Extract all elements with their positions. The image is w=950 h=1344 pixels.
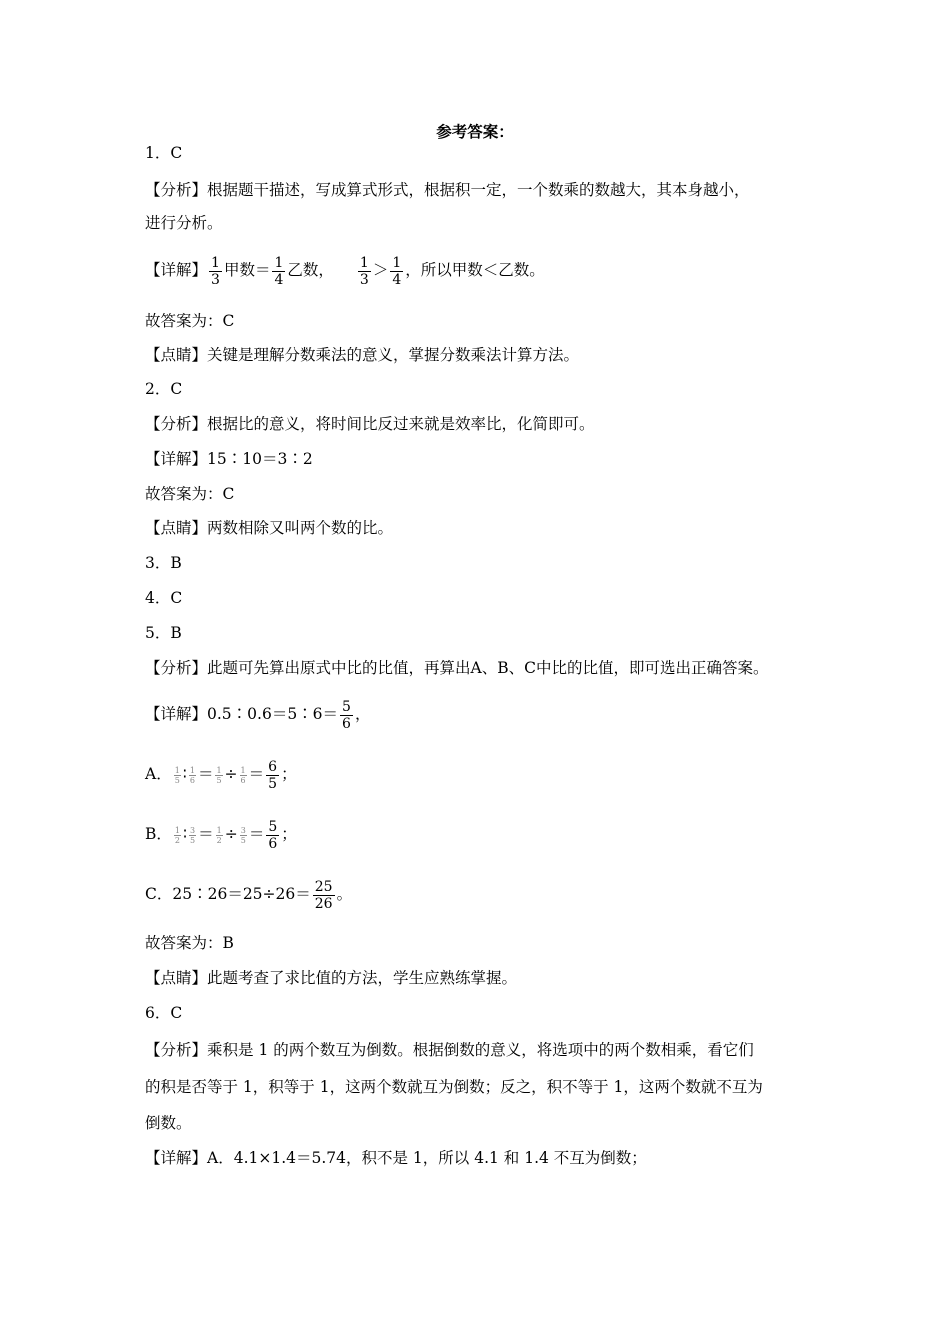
point-tag: 【点睛】 <box>145 519 208 537</box>
page-title: 参考答案： <box>436 122 514 141</box>
q4-head: 4．C <box>145 589 183 607</box>
q2-head: 2．C <box>145 380 183 398</box>
fraction: $\frac{6}{5}$ <box>268 758 278 792</box>
q5-answer: 故答案为：B <box>145 934 234 952</box>
fraction: $\frac{1}{5}$ <box>174 765 180 785</box>
q2-analysis: 【分析】根据比的意义，将时间比反过来就是效率比，化简即可。 <box>145 415 595 433</box>
analysis-text: 根据题干描述，写成算式形式，根据积一定，一个数乘的数越大，其本身越小， <box>207 181 750 199</box>
fraction: $\frac{5}{6}$ <box>342 698 351 732</box>
q6-analysis-line-3: 倒数。 <box>145 1114 192 1132</box>
q1-head: 1．C <box>145 144 183 162</box>
detail-tag: 【详解】 <box>145 705 208 723</box>
q5-detail: 【详解】0.5∶0.6＝5∶6＝ $\frac{5}{6}$ ， <box>145 698 371 732</box>
fraction: $\frac{1}{2}$ <box>174 825 180 845</box>
q6-analysis-line-1: 【分析】乘积是 1 的两个数互为倒数。根据倒数的意义，将选项中的两个数相乘，看它们 <box>145 1041 754 1059</box>
point-tag: 【点睛】 <box>145 346 208 364</box>
q6-detail: 【详解】A．4.1×1.4＝5.74，积不是 1，所以 4.1 和 1.4 不互为倒数； <box>145 1149 647 1167</box>
analysis-tag: 【分析】 <box>145 181 208 199</box>
q1-analysis-line-1 <box>145 180 750 200</box>
fraction: $\frac{25}{26}$ <box>314 878 333 912</box>
analysis-tag: 【分析】 <box>145 415 208 433</box>
q3-head: 3．B <box>145 554 182 572</box>
fraction: $\frac{1}{2}$ <box>216 825 222 845</box>
q1-analysis-line-2: 进行分析。 <box>145 214 223 232</box>
q5-option-a: A． $\frac{1}{5}$ ∶ $\frac{1}{6}$ ＝ $\frac{1}{5}$ ÷ $\frac{1}{6}$ ＝ $\frac{6}{5}$ ； <box>145 758 297 792</box>
fraction: $\frac{5}{6}$ <box>268 818 278 852</box>
q2-point: 【点睛】两数相除又叫两个数的比。 <box>145 519 394 537</box>
q1-detail: 【详解】 $\frac{1}{3}$ 甲数＝ $\frac{1}{4}$ 乙数， $\frac{1}{3}$ ＞ $\frac{1}{4}$ ，所以甲数＜乙数。 <box>145 254 545 288</box>
point-tag: 【点睛】 <box>145 969 208 987</box>
fraction: $\frac{1}{6}$ <box>189 765 195 785</box>
fraction: $\frac{1}{4}$ <box>392 254 402 288</box>
fraction: $\frac{1}{6}$ <box>240 765 246 785</box>
detail-tag: 【详解】 <box>145 261 208 279</box>
q6-analysis-line-2: 的积是否等于 1，积等于 1，这两个数就互为倒数；反之，积不等于 1，这两个数就不互为 <box>145 1078 763 1096</box>
q5-point: 【点睛】此题考查了求比值的方法，学生应熟练掌握。 <box>145 969 518 987</box>
fraction: $\frac{3}{5}$ <box>190 825 196 845</box>
q2-detail: 【详解】15∶10＝3∶2 <box>145 450 313 468</box>
fraction: $\frac{1}{4}$ <box>274 254 284 288</box>
q1-answer: 故答案为：C <box>145 312 235 330</box>
fraction: $\frac{3}{5}$ <box>240 825 246 845</box>
q5-option-c: C．25∶26＝25÷26＝ $\frac{25}{26}$ 。 <box>145 878 353 912</box>
detail-tag: 【详解】 <box>145 450 208 468</box>
analysis-tag: 【分析】 <box>145 1041 208 1059</box>
fraction: $\frac{1}{3}$ <box>211 254 220 288</box>
q5-analysis: 【分析】此题可先算出原式中比的比值，再算出A、B、C中比的比值，即可选出正确答案。 <box>145 659 769 677</box>
detail-tag: 【详解】 <box>145 1149 208 1167</box>
q5-head: 5．B <box>145 624 182 642</box>
fraction: $\frac{1}{5}$ <box>216 765 222 785</box>
fraction: $\frac{1}{3}$ <box>359 254 369 288</box>
q2-answer: 故答案为：C <box>145 485 235 503</box>
analysis-tag: 【分析】 <box>145 659 208 677</box>
q5-option-b: B． $\frac{1}{2}$ ∶ $\frac{3}{5}$ ＝ $\frac{1}{2}$ ÷ $\frac{3}{5}$ ＝ $\frac{5}{6}$ ； <box>145 818 297 852</box>
q1-point: 【点睛】关键是理解分数乘法的意义，掌握分数乘法计算方法。 <box>145 346 580 364</box>
q6-head: 6．C <box>145 1004 183 1022</box>
